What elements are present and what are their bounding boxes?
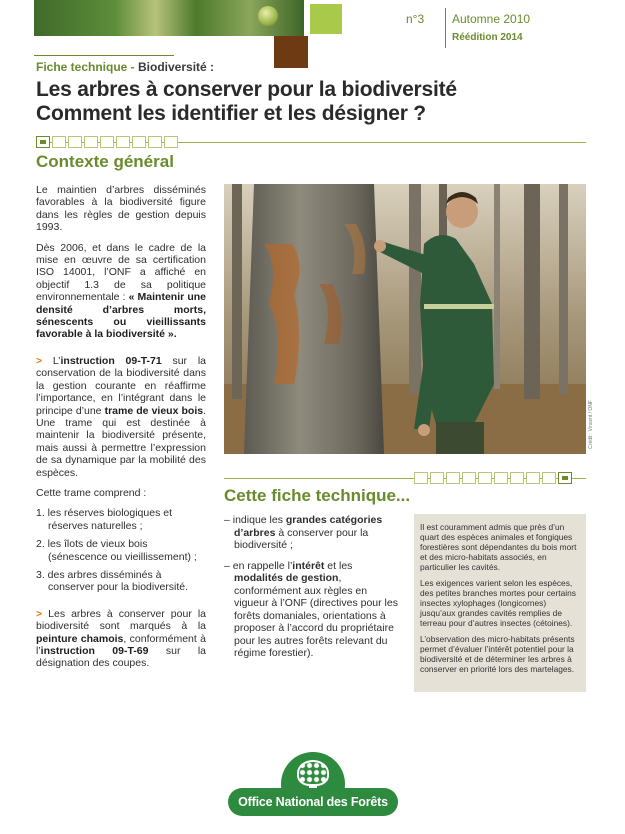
issue-number: n°3: [406, 12, 425, 26]
kicker: [36, 60, 214, 74]
info-p2: Les exigences varient selon les espèces, des petites branches mortes pour certains insectes xylophages (longicornes) jusqu’aux grandes cavités remplies de terreau pour d’autres insectes (cétoines).: [420, 578, 576, 628]
contexte-p1: Le maintien d’arbres disséminés favorables à la biodiversité figure dans les règles de gestion depuis 1993.: [36, 184, 206, 234]
photo-credit: Crédit : Vincent / ONF: [588, 400, 594, 449]
forest-photo: [224, 184, 586, 454]
bullet-item: – indique les grandes catégories d’arbres à conserver pour la biodiversité ;: [224, 514, 383, 551]
header-divider: [445, 8, 446, 48]
kicker-label: Fiche technique -: [36, 60, 139, 74]
forest-photo-illustration: [224, 184, 586, 454]
contexte-p2: Dès 2006, et dans le cadre de la mise en œuvre de sa certification ISO 14001, l’ONF a affiché en objectif 1.3 de sa politique environnementale : « Maintenir une densité d’arbres morts, sénescents ou vieillissants favorable à la biodiversité ».: [36, 241, 206, 341]
trame-list: [36, 507, 206, 593]
info-p1: Il est couramment admis que près d’un quart des espèces animales et fongiques forestières sont dépendantes du bois mort et des micro-habitats associés, en particulier les cavités.: [420, 522, 577, 572]
arrow-icon: >: [36, 607, 43, 620]
tree-icon: [297, 760, 329, 786]
header-berry-decoration: [258, 6, 278, 26]
section-squares: [36, 136, 178, 148]
arrow-icon: >: [36, 354, 43, 367]
title-line-2: Comment les identifier et les désigner ?: [36, 102, 426, 125]
header-brown-block: [274, 36, 308, 68]
fiche-heading: Cette fiche technique...: [224, 486, 411, 505]
section-squares-2: [414, 472, 572, 484]
kicker-sub: Biodiversité :: [138, 60, 215, 74]
contexte-p4: > Les arbres à conserver pour la biodiversité sont marqués à la peinture chamois, conformément à l’instruction 09-T-69 sur la désignation des coupes.: [36, 607, 206, 670]
header-green-block: [310, 4, 342, 34]
info-box: [414, 514, 586, 692]
contexte-p3: > L’instruction 09-T-71 sur la conservation de la biodiversité dans la gestion courante en réaffirme l’importance, en l’intégrant dans le principe d’une trame de vieux bois. Une trame qui est destinée à maintenir la biodiversité présente, mais aussi à permettre l’expression de sa dynamique par la mobilité des espèces.: [36, 354, 206, 479]
title-line-1: Les arbres à conserver pour la biodiversité: [36, 78, 457, 101]
bullet-item: – en rappelle l’intérêt et les modalités de gestion, conformément aux règles en vigueur à l’ONF (directives pour les forêts domaniales, orientations à proposer à l’accord du propriétaire pour les autres forêts relevant du régime forestier).: [224, 559, 398, 659]
page-title: [36, 78, 596, 126]
contexte-heading: Contexte général: [36, 152, 174, 171]
list-item: 3. des arbres disséminés à conserver pour la biodiversité.: [36, 568, 189, 594]
fiche-bullets: [224, 514, 398, 668]
header-rule: [34, 55, 174, 56]
reedition-label: Réédition 2014: [452, 32, 523, 43]
info-p3: L’observation des micro-habitats présents permet d’évaluer l’intérêt potentiel pour la biodiversité et de déterminer les arbres à conserver en priorité lors des martelages.: [420, 634, 575, 674]
contexte-column: [36, 184, 206, 678]
issue-season: Automne 2010: [452, 12, 531, 26]
list-intro: Cette trame comprend :: [36, 486, 147, 499]
onf-logo-text: Office National des Forêts: [228, 788, 398, 816]
list-item: 1. les réserves biologiques et réserves naturelles ;: [36, 507, 172, 532]
list-item: 2. les îlots de vieux bois (sénescence ou vieillissement) ;: [36, 538, 197, 563]
